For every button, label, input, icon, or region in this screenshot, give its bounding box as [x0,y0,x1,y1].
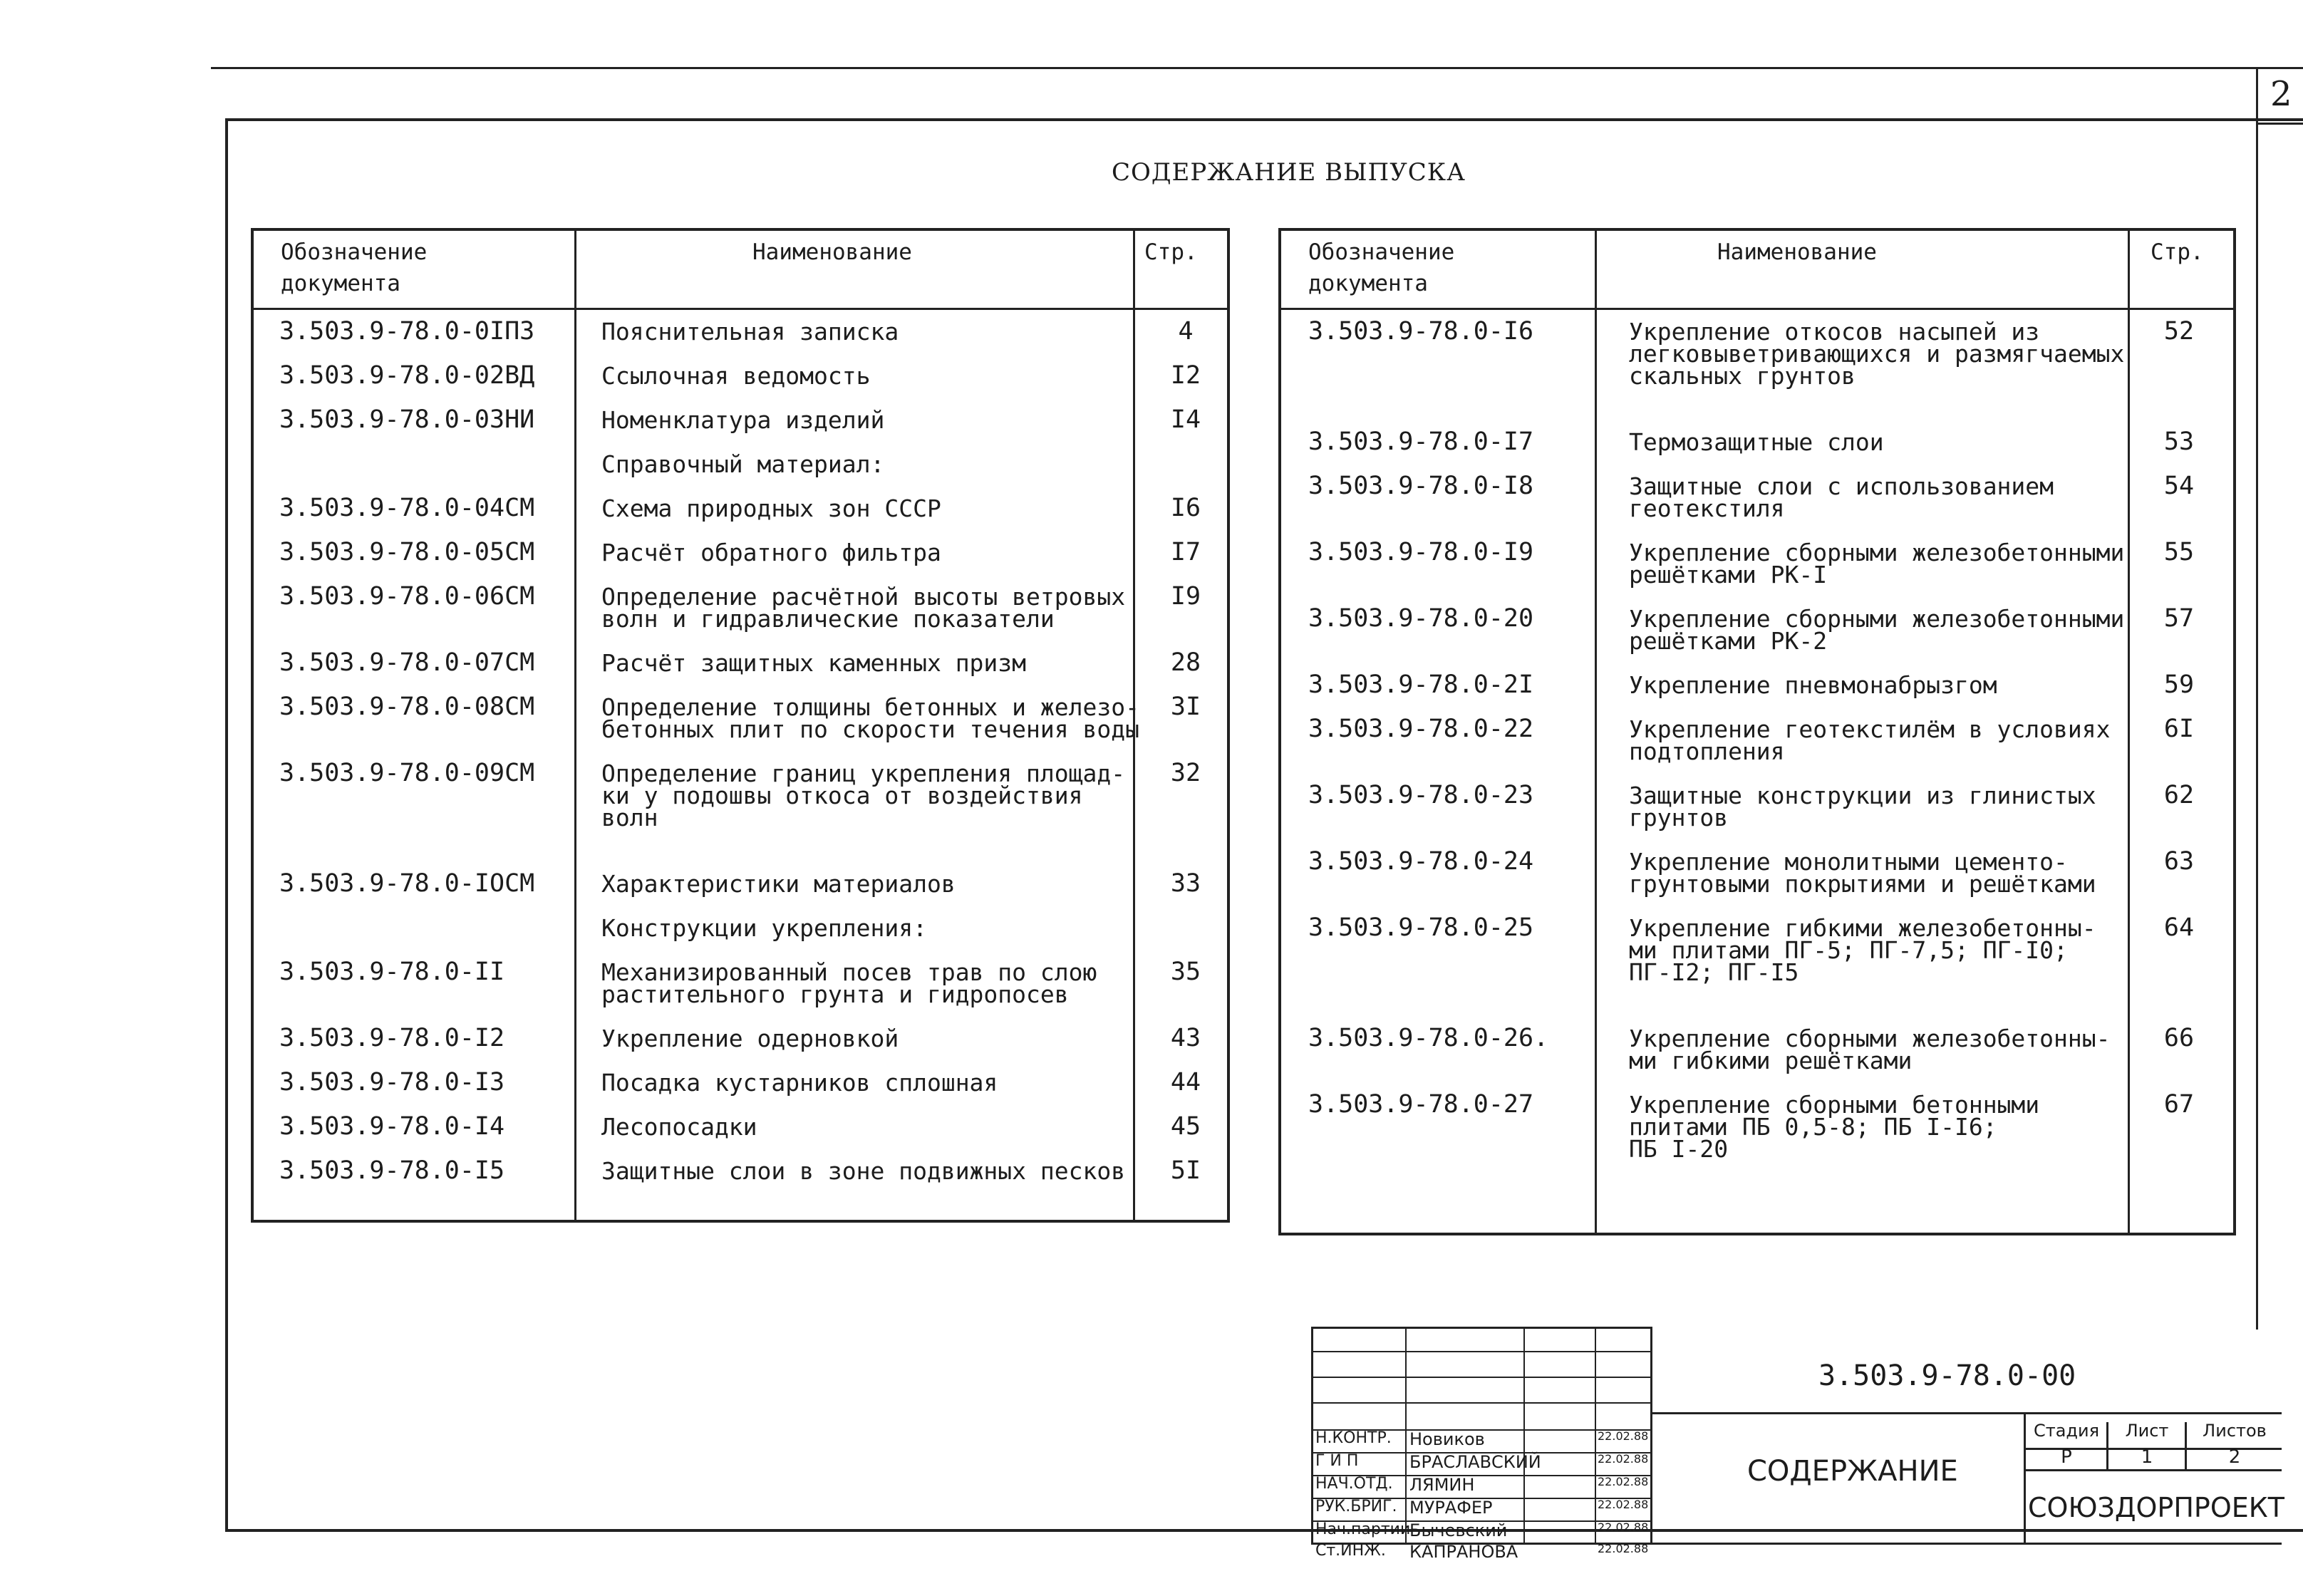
signer-role: НАЧ.ОТД. [1315,1475,1393,1493]
document-name: Номенклатура изделий [601,406,885,434]
page-number: 44 [1170,1068,1201,1097]
page-number: 33 [1170,869,1201,898]
document-name: Пояснительная записка [601,318,899,346]
signer-date: 22.02.88 [1598,1542,1649,1555]
document-name: Защитные конструкции из глинистых [1629,782,2096,809]
signer-date: 22.02.88 [1598,1475,1649,1488]
page-number: 66 [2163,1024,2195,1052]
page-number: 6I [2163,715,2195,743]
header-divider [254,308,1227,310]
document-name: Укрепление монолитными цементо- [1629,848,2068,876]
document-code: 3.503.9-78.0-02ВД [279,361,535,390]
signer-role: Г И П [1315,1452,1359,1470]
document-name: Термозащитные слои [1629,428,1884,456]
column-divider [2128,231,2130,1233]
sheet-value: 1 [2141,1446,2153,1468]
document-code: 3.503.9-78.0-I6 [1308,317,1534,346]
sheets-label: Листов [2203,1421,2267,1441]
page-number: 4 [1178,317,1194,346]
page-number: 57 [2163,604,2195,633]
document-code: 3.503.9-78.0-09СМ [279,759,535,787]
page-number: I2 [1170,361,1201,390]
document-code: 3.503.9-78.0-05СМ [279,538,535,566]
signer-date: 22.02.88 [1598,1498,1649,1511]
document-name: Определение границ укрепления площад- [601,760,1126,787]
page-number: 35 [1170,958,1201,986]
document-name: грунтовыми покрытиями и решётками [1629,870,2096,898]
document-code: 3.503.9-78.0-IOCM [279,869,535,898]
header-designation-1: Обозначение [281,239,428,265]
page-number: 45 [1170,1112,1201,1141]
document-name: Укрепление откосов насыпей из [1629,318,2040,346]
document-name: Укрепление сборными железобетонны- [1629,1025,2111,1052]
document-name: Конструкции укрепления: [601,914,927,942]
document-name: Посадка кустарников сплошная [601,1069,998,1097]
page-number: I4 [1170,405,1201,434]
document-name: Укрепление геотекстилём в условиях [1629,715,2111,743]
document-code: 3.503.9-78.0-24 [1308,847,1534,876]
column-divider [574,231,576,1220]
document-code: 3.503.9-78.0-I9 [1308,538,1534,566]
signer-name: ЛЯМИН [1409,1475,1475,1495]
document-name: Защитные слои с использованием [1629,472,2054,500]
document-name: ПГ-I2; ПГ-I5 [1629,958,1799,986]
document-code: 3.503.9-78.0-00 [1818,1359,2076,1392]
document-code: 3.503.9-78.0-I2 [279,1024,505,1052]
document-title: СОДЕРЖАНИЕ [1747,1455,1958,1488]
toc-table-left [251,228,1230,1223]
signer-name: КАПРАНОВА [1409,1542,1518,1562]
document-name: решётками РК-2 [1629,627,1828,655]
signer-name: БРАСЛАВСКИЙ [1409,1452,1541,1472]
signer-name: Бычевский [1409,1520,1508,1540]
stage-value: Р [2061,1446,2072,1468]
document-name: Укрепление сборными железобетонными [1629,605,2125,633]
document-code: 3.503.9-78.0-23 [1308,781,1534,809]
signer-role: Ст.ИНЖ. [1315,1542,1386,1560]
document-code: 3.503.9-78.0-20 [1308,604,1534,633]
document-name: геотекстиля [1629,494,1785,522]
document-name: ми плитами ПГ-5; ПГ-7,5; ПГ-I0; [1629,936,2068,964]
document-name: Лесопосадки [601,1113,757,1141]
stage-label: Стадия [2033,1421,2100,1441]
page-number: 43 [1170,1024,1201,1052]
document-name: бетонных плит по скорости течения воды [601,715,1139,743]
document-name: Характеристики материалов [601,870,956,898]
document-code: 3.503.9-78.0-II [279,958,505,986]
page-number: 55 [2163,538,2195,566]
document-code: 3.503.9-78.0-03НИ [279,405,535,434]
page-number: 63 [2163,847,2195,876]
document-name: Укрепление пневмонабрызгом [1629,671,1997,699]
document-name: Схема природных зон СССР [601,494,941,522]
document-name: Механизированный посев трав по слою [601,958,1097,986]
document-name: Укрепление сборными бетонными [1629,1091,2040,1119]
header-designation-2: документа [281,271,400,296]
header-designation-1: Обозначение [1308,239,1455,265]
document-name: Укрепление сборными железобетонными [1629,539,2125,566]
document-code: 3.503.9-78.0-I8 [1308,472,1534,500]
signer-name: Новиков [1409,1429,1485,1449]
header-page: Стр. [2151,239,2204,265]
signer-date: 22.02.88 [1598,1429,1649,1443]
document-name: ми гибкими решётками [1629,1047,1913,1074]
document-name: Расчёт защитных каменных призм [601,649,1027,677]
document-code: 3.503.9-78.0-22 [1308,715,1534,743]
page-number: 5I [1170,1156,1201,1185]
top-rule [211,67,2303,69]
page-number: 59 [2163,670,2195,699]
sheet-number: 2 [2270,74,2292,114]
header-page: Стр. [1144,239,1198,265]
document-name: Определение толщины бетонных и железо- [601,693,1139,721]
page-number: 28 [1170,648,1201,677]
document-code: 3.503.9-78.0-I3 [279,1068,505,1097]
document-name: Расчёт обратного фильтра [601,539,941,566]
page-number: 32 [1170,759,1201,787]
document-name: подтопления [1629,737,1785,765]
document-name: Ссылочная ведомость [601,362,871,390]
page-number: 67 [2163,1090,2195,1119]
document-code: 3.503.9-78.0-04СМ [279,494,535,522]
page-number: I9 [1170,582,1201,611]
page-number: 52 [2163,317,2195,346]
document-code: 3.503.9-78.0-I7 [1308,428,1534,456]
document-code: 3.503.9-78.0-06СМ [279,582,535,611]
document-name: растительного грунта и гидропосев [601,980,1069,1008]
document-name: легковыветривающихся и размягчаемых [1629,340,2125,368]
header-divider [1281,308,2233,310]
document-name: Справочный материал: [601,450,885,478]
header-name: Наименование [1717,239,1877,265]
page-number: I7 [1170,538,1201,566]
document-name: волн [601,804,658,831]
signer-date: 22.02.88 [1598,1452,1649,1466]
document-name: грунтов [1629,804,1729,831]
document-name: Укрепление одерновкой [601,1025,899,1052]
document-name: волн и гидравлические показатели [601,605,1055,633]
organization: СОЮЗДОРПРОЕКТ [2028,1492,2284,1523]
document-name: ПБ I-20 [1629,1135,1729,1163]
document-name: скальных грунтов [1629,362,1856,390]
page-number: 64 [2163,913,2195,942]
document-name: Укрепление гибкими железобетонны- [1629,914,2096,942]
page-number: 3I [1170,693,1201,721]
header-name: Наименование [752,239,912,265]
signer-role: Н.КОНТР. [1315,1429,1392,1447]
document-name: решётками РК-I [1629,561,1828,589]
document-code: 3.503.9-78.0-26. [1308,1024,1549,1052]
sheets-value: 2 [2228,1446,2241,1468]
page-number: 53 [2163,428,2195,456]
sheet-label: Лист [2125,1421,2169,1441]
signer-name: МУРАФЕР [1409,1498,1493,1518]
document-code: 3.503.9-78.0-07СМ [279,648,535,677]
document-name: плитами ПБ 0,5-8; ПБ I-I6; [1629,1113,1997,1141]
page-number: 54 [2163,472,2195,500]
toc-table-right [1278,228,2236,1235]
document-code: 3.503.9-78.0-0IПЗ [279,317,535,346]
document-name: ки у подошвы откоса от воздействия [601,782,1083,809]
page-number: I6 [1170,494,1201,522]
document-code: 3.503.9-78.0-I4 [279,1112,505,1141]
page-number: 62 [2163,781,2195,809]
document-code: 3.503.9-78.0-2I [1308,670,1534,699]
page-title: СОДЕРЖАНИЕ ВЫПУСКА [1112,158,1466,187]
drawing-frame-right [2256,118,2258,1330]
signer-role: РУК.БРИГ. [1315,1498,1397,1515]
document-name: Защитные слои в зоне подвижных песков [601,1157,1126,1185]
document-code: 3.503.9-78.0-I5 [279,1156,505,1185]
signer-role: Нач.партии [1315,1520,1411,1538]
document-name: Определение расчётной высоты ветровых [601,583,1126,611]
title-block [1311,1327,2284,1562]
document-code: 3.503.9-78.0-08СМ [279,693,535,721]
column-divider [1595,231,1597,1233]
document-code: 3.503.9-78.0-27 [1308,1090,1534,1119]
signer-date: 22.02.88 [1598,1520,1649,1534]
document-code: 3.503.9-78.0-25 [1308,913,1534,942]
header-designation-2: документа [1308,271,1428,296]
